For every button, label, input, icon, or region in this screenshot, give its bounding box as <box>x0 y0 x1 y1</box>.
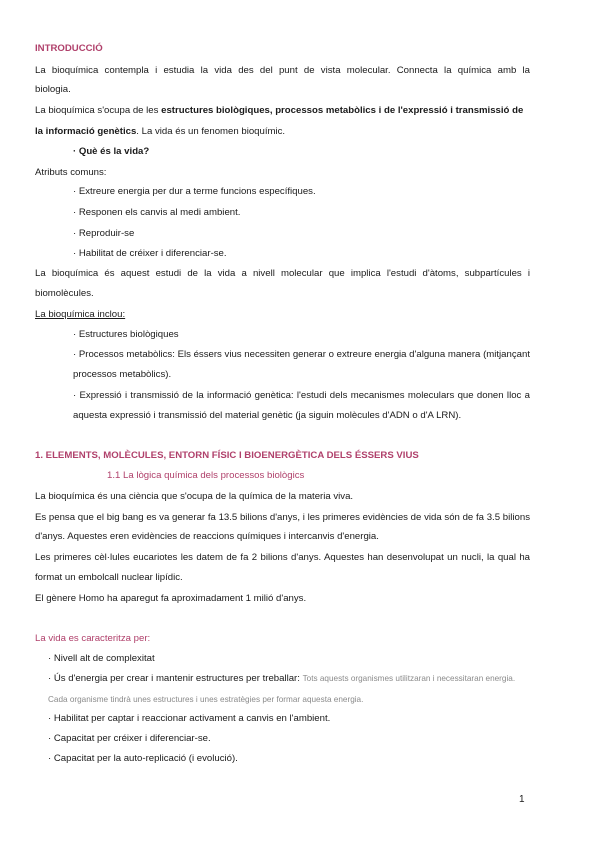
intro-paragraph-3: La bioquímica és aquest estudi de la vida a nivell molecular que implica l'estudi d'àtoms, subpartícules i <box>35 268 530 279</box>
intro-paragraph-2-cont <box>35 126 285 138</box>
section-1-sentence-cont: format un embolcall nuclear lipídic. <box>35 572 183 583</box>
includes-item-cont: processos metabòlics). <box>73 369 172 380</box>
intro-heading: INTRODUCCIÓ <box>35 43 103 54</box>
characteristic-main: · Ús d'energia per crear i mantenir estructures per treballar: <box>48 673 300 684</box>
includes-item-cont: aquesta expressió i transmissió del material genètic (ja siguin molècules d'ADN o d'A LRN). <box>73 410 462 421</box>
characteristic-item: · Habilitat per captar i reaccionar activament a canvis en l'ambient. <box>48 713 331 724</box>
includes-label: La bioquímica inclou: <box>35 309 126 320</box>
p2-bold-2: la informació genètics <box>35 126 137 137</box>
characteristic-item: · Nivell alt de complexitat <box>48 653 155 664</box>
p2-start: La bioquímica s'ocupa de les <box>35 105 162 116</box>
characteristic-note: Tots aquests organismes utilitzaran i necessitaran energia. <box>302 674 516 683</box>
includes-item: · Expressió i transmissió de la informació genètica: l'estudi dels mecanismes moleculars que donen lloc a <box>73 390 530 401</box>
section-1-1-subheading: 1.1 La lògica química dels processos biològics <box>107 470 305 481</box>
attribute-item: · Responen els canvis al medi ambient. <box>73 207 241 218</box>
intro-paragraph-1: La bioquímica contempla i estudia la vida des del punt de vista molecular. Connecta la química amb la <box>35 65 530 76</box>
attribute-item: · Habilitat de créixer i diferenciar-se. <box>73 248 227 259</box>
section-1-heading: 1. ELEMENTS, MOLÈCULES, ENTORN FÍSIC I BIOENERGÈTICA DELS ÉSSERS VIUS <box>35 450 419 461</box>
p2-bold-1: estructures biològiques, processos metabòlics i de l'expressió i transmissió de <box>161 105 524 116</box>
attribute-item: · Reproduir-se <box>73 228 135 239</box>
characteristic-item <box>48 673 515 685</box>
intro-paragraph-2 <box>35 105 523 117</box>
section-1-sentence-cont: d'anys. Aquestes eren evidències de reaccions químiques i intercanvis d'energia. <box>35 531 379 542</box>
characteristic-item: · Capacitat per la auto-replicació (i evolució). <box>48 753 238 764</box>
section-1-sentence: La bioquímica és una ciència que s'ocupa de la química de la materia viva. <box>35 491 354 502</box>
section-1-sentence: Les primeres cèl·lules eucariotes les datem de fa 2 bilions d'anys. Aquestes han desenvolupat un nucli, la qual ha <box>35 552 530 563</box>
question-what-is-life: · Què és la vida? <box>73 146 150 157</box>
attributes-label: Atributs comuns: <box>35 167 107 178</box>
characteristic-item: · Capacitat per créixer i diferenciar-se. <box>48 733 211 744</box>
includes-item: · Estructures biològiques <box>73 329 179 340</box>
includes-item: · Processos metabòlics: Els éssers vius necessiten generar o extreure energia d'alguna manera (mitjançant <box>73 349 530 360</box>
characteristic-note-cont: Cada organisme tindrà unes estructures i unes estratègies per formar aquesta energia. <box>48 695 364 704</box>
attribute-item: · Extreure energia per dur a terme funcions específiques. <box>73 186 316 197</box>
characterized-label: La vida es caracteritza per: <box>35 633 151 644</box>
intro-paragraph-1-cont: biologia. <box>35 84 71 95</box>
page-number: 1 <box>519 794 525 805</box>
section-1-sentence: Es pensa que el big bang es va generar fa 13.5 bilions d'anys, i les primeres evidències de vida són de fa 3.5 bilions <box>35 512 530 523</box>
intro-paragraph-3-cont: biomolècules. <box>35 288 94 299</box>
p2-end: . La vida és un fenomen bioquímic. <box>136 126 286 137</box>
section-1-sentence: El gènere Homo ha aparegut fa aproximadament 1 milió d'anys. <box>35 593 307 604</box>
